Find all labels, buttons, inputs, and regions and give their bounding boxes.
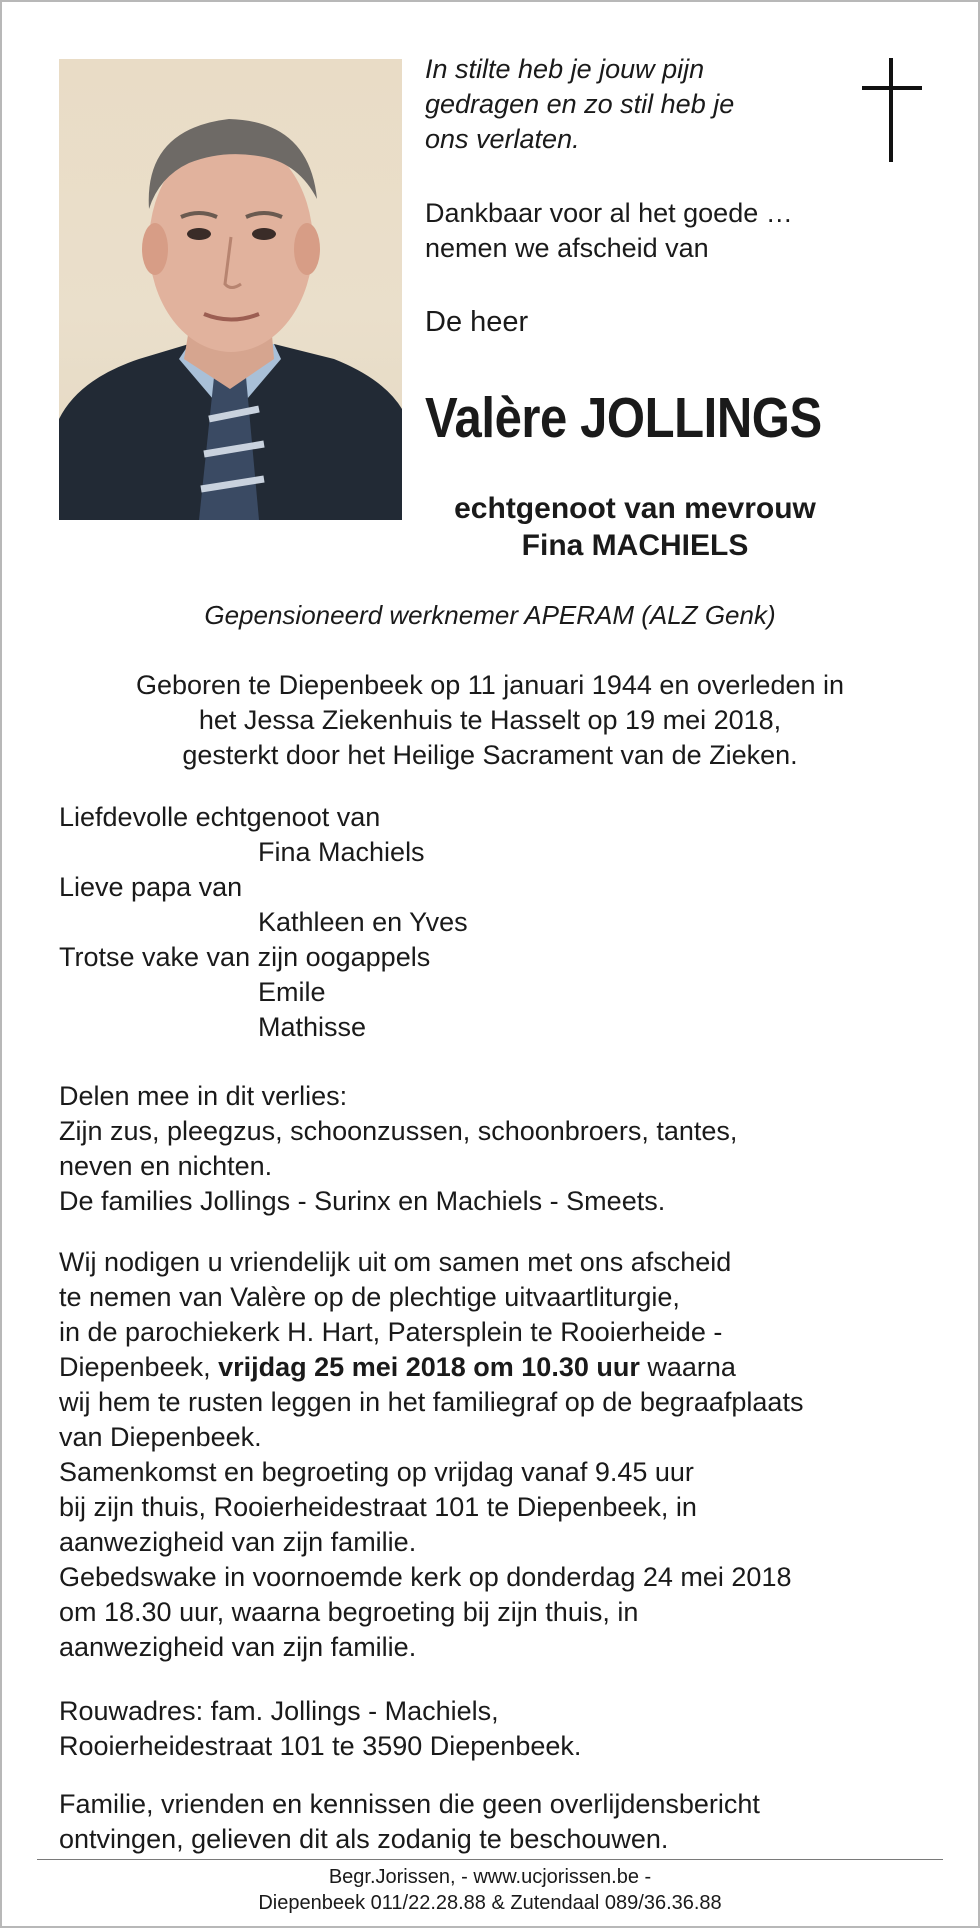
footer-line: Begr.Jorissen, - www.ucjorissen.be - (328, 1866, 652, 1888)
birth-line: het Jessa Ziekenhuis te Hasselt op 19 mei 2018, (198, 705, 782, 735)
poem-line: In stilte heb je jouw pijn (425, 54, 705, 84)
shared-line: Delen mee in dit verlies: (59, 1081, 348, 1111)
relation-label: Trotse vake van zijn oogappels (59, 942, 431, 972)
birth-death-info (0, 668, 980, 773)
footer-divider (37, 1859, 943, 1860)
thanks-text (425, 196, 793, 266)
closing-line: Familie, vrienden en kennissen die geen overlijdensbericht (59, 1789, 760, 1819)
shared-grief (59, 1079, 737, 1219)
portrait-illustration (59, 59, 402, 520)
family-relations (59, 800, 468, 1045)
relation-name: Mathisse (258, 1012, 367, 1042)
relation-name: Kathleen en Yves (258, 907, 468, 937)
poem-line: ons verlaten. (425, 124, 580, 154)
invite-line: om 18.30 uur, waarna begroeting bij zijn thuis, in (59, 1597, 639, 1627)
occupation: Gepensioneerd werknemer APERAM (ALZ Genk) (204, 600, 776, 630)
deceased-name: Valère JOLLINGS (425, 386, 822, 450)
invite-line: aanwezigheid van zijn familie. (59, 1527, 417, 1557)
address-line: Rouwadres: fam. Jollings - Machiels, (59, 1696, 499, 1726)
relation-name: Fina Machiels (258, 837, 425, 867)
shared-line: Zijn zus, pleegzus, schoonzussen, schoonbroers, tantes, (59, 1116, 738, 1146)
invite-line: bij zijn thuis, Rooierheidestraat 101 te Diepenbeek, in (59, 1492, 697, 1522)
poem-line: gedragen en zo stil heb je (425, 89, 735, 119)
memorial-poem (425, 52, 734, 157)
address-line: Rooierheidestraat 101 te 3590 Diepenbeek. (59, 1731, 582, 1761)
shared-line: De families Jollings - Surinx en Machiels - Smeets. (59, 1186, 666, 1216)
funeral-invitation (59, 1245, 803, 1665)
invite-line: wij hem te rusten leggen in het familiegraf op de begraafplaats (59, 1387, 804, 1417)
relation-label: Lieve papa van (59, 872, 243, 902)
relation-name: Emile (258, 977, 326, 1007)
spouse-info (400, 490, 870, 564)
mourning-address (59, 1694, 581, 1764)
invite-line: te nemen van Valère op de plechtige uitvaartliturgie, (59, 1282, 680, 1312)
shared-line: neven en nichten. (59, 1151, 273, 1181)
invite-line: Gebedswake in voornoemde kerk op donderdag 24 mei 2018 (59, 1562, 792, 1592)
invite-line: Wij nodigen u vriendelijk uit om samen met ons afscheid (59, 1247, 732, 1277)
invite-continuation: waarna (639, 1352, 736, 1382)
cross-icon (862, 58, 922, 162)
invite-line (59, 1350, 803, 1385)
footer-line: Diepenbeek 011/22.28.88 & Zutendaal 089/36.36.88 (258, 1892, 722, 1914)
invite-place: Diepenbeek, (59, 1352, 219, 1382)
thanks-line: Dankbaar voor al het goede … (425, 198, 793, 228)
relation-label: Liefdevolle echtgenoot van (59, 802, 381, 832)
thanks-line: nemen we afscheid van (425, 233, 709, 263)
birth-line: Geboren te Diepenbeek op 11 januari 1944 en overleden in (135, 670, 845, 700)
closing-note (59, 1787, 760, 1857)
salutation: De heer (425, 306, 529, 338)
funeral-date-time: vrijdag 25 mei 2018 om 10.30 uur (218, 1352, 640, 1382)
invite-line: van Diepenbeek. (59, 1422, 262, 1452)
invite-line: aanwezigheid van zijn familie. (59, 1632, 417, 1662)
funeral-home-footer (0, 1864, 980, 1916)
invite-line: in de parochiekerk H. Hart, Patersplein te Rooierheide - (59, 1317, 723, 1347)
birth-line: gesterkt door het Heilige Sacrament van de Zieken. (182, 740, 798, 770)
invite-line: Samenkomst en begroeting op vrijdag vanaf 9.45 uur (59, 1457, 694, 1487)
closing-line: ontvingen, gelieven dit als zodanig te beschouwen. (59, 1824, 669, 1854)
portrait-photo (59, 59, 402, 520)
spouse-line: echtgenoot van mevrouw (454, 492, 816, 525)
spouse-name: Fina MACHIELS (521, 529, 749, 562)
